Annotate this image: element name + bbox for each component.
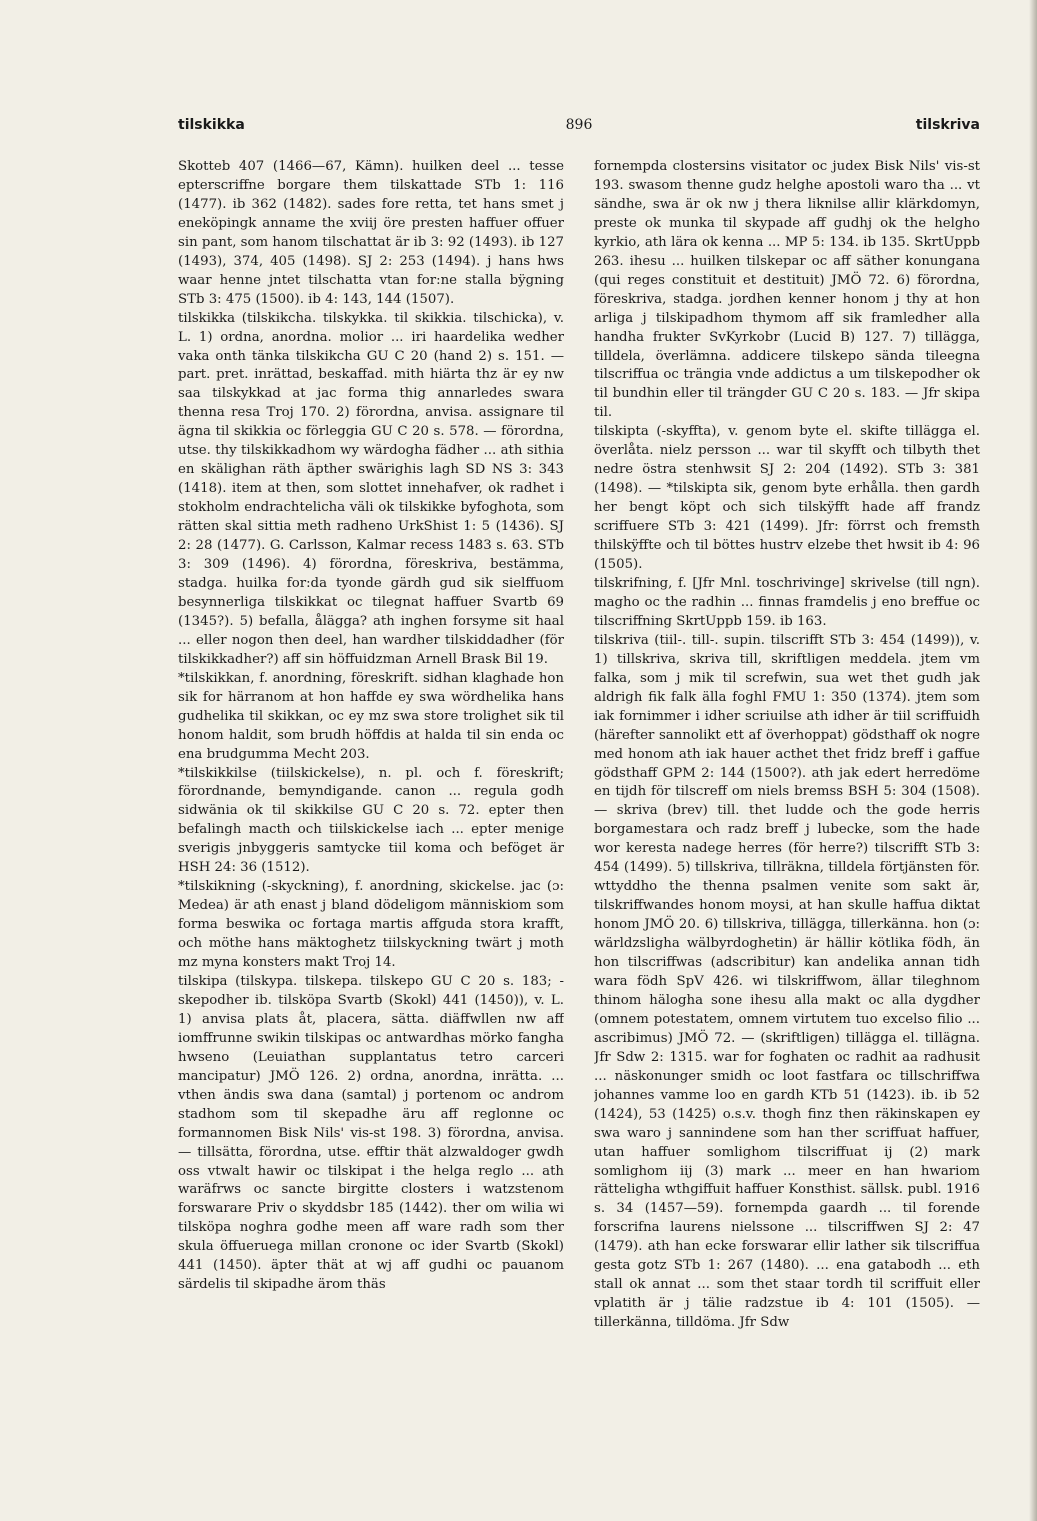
entry-paragraph: tilskipa (tilskypa. tilskepa. tilskepo GU C 20 s. 183; -skepodher ib. tilsköpa Svartb (Skokl) 441 (1450)), v. L. 1) anvisa plats åt, placera, sätta. diäffwllen nw aff iomffrunne swikin tilskipas oc antwardhas mörko fangha hwseno (Leuiathan supplantatus tetro carceri mancipatur) JMÖ 126. 2) ordna, anordna, inrätta. ... vthen ändis swa dana (samtal) j portenom oc androm stadhom som til skepadhe äru aff reglonne oc formannomen Bisk Nils' vis-st 198. 3) förordna, anvisa. — tillsätta, förordna, utse. efftir thät alzwaldoger gwdh oss vtwalt hawir oc tilskipat i the helga reglo ... ath waräfrws oc sancte birgitte closters i watzstenom forswarare Priv o skyddsbr 185 (1442). ther om wilia wi tilsköpa noghra godhe meen aff ware radh som ther skula öffueruega millan cronone oc ider Svartb (Skokl) 441 (1450). äpter thät at wj aff gudhi oc pauanom särdelis til skipadhe ärom thäs xyxy=(178,973,564,1293)
entry-paragraph: Skotteb 407 (1466—67, Kämn). huilken deel ... tesse epterscriffne borgare them tilskattade STb 1: 116 (1477). ib 362 (1482). sades fore retta, tet hans smet j eneköpingk anname the xviij öre presten haffuer offuer sin pant, som hanom tilschattat är ib 3: 92 (1493). ib 127 (1493), 374, 405 (1498). SJ 2: 253 (1494). j hans hws waar henne jntet tilschatta vtan for:ne stalla bÿgning STb 3: 475 (1500). ib 4: 143, 144 (1507). xyxy=(178,159,564,307)
right-column xyxy=(594,158,980,1358)
entry-paragraph: fornempda clostersins visitator oc judex Bisk Nils' vis-st 193. swasom thenne gudz helghe apostoli waro tha ... vt sändhe, swa är ok nw j thera liknilse allir klärkdomyn, preste ok munka til skypade aff gudhj ok the helgho kyrkio, ath lära ok kenna ... MP 5: 134. ib 135. SkrtUppb 263. ihesu ... huilken tilskepar oc aff säther konungana (qui reges constituit et destituit) JMÖ 72. 6) förordna, föreskriva, stadga. jordhen kenner honom j thy at hon arliga j tilskipadhom thymom aff sik framledher alla handha frukter SvKyrkobr (Lucid B) 127. 7) tillägga, tilldela, överlämna. addicere tilskepo sända tileegna tilscriffua oc trängia vnde addictus a um tilskepodher ok til bundhin eller til trängder GU C 20 s. 183. — Jfr skipa til. xyxy=(594,159,980,421)
entry-paragraph: tilskipta (-skyffta), v. genom byte el. skifte tillägga el. överlåta. nielz persson ... war til skyfft och tilbyth thet nedre östra stenhwsit SJ 2: 204 (1492). STb 3: 381 (1498). — *tilskipta sik, genom byte erhålla. then gardh her bengt köpt och sich tilskÿfft hade aff frandz scriffuere STb 3: 421 (1499). Jfr: förrst och fremsth thilskÿffte och til böttes hustrv elzebe thet hwsit ib 4: 96 (1505). xyxy=(594,424,980,573)
entry-paragraph: tilskrifning, f. [Jfr Mnl. toschrivinge] skrivelse (till ngn). magho oc the radhin ... finnas framdelis j eno breffue oc tilscriffning SkrtUppb 159. ib 163. xyxy=(594,575,980,629)
entry-paragraph: *tilskikkan, f. anordning, föreskrift. sidhan klaghade hon sik for härranom at hon haffde ey swa wördhelika hans gudhelika til skikkan, oc ey mz swa store trolighet sik til honom haldit, som brudh höffdis at halda til sin enda oc ena brudgumma Mecht 203. xyxy=(178,670,564,762)
entry-paragraph: *tilskikning (-skyckning), f. anordning, skickelse. jac (ɔ: Medea) är ath enast j bland dödeligom människiom som forma beswika oc fortaga martis affguda stora krafft, och möthe hans mäktoghetz tiilskyckning twärt j moth mz myna konsters makt Troj 14. xyxy=(178,879,564,971)
left-column xyxy=(178,158,564,1358)
header-guide-word-left: tilskikka xyxy=(178,117,245,133)
entry-paragraph: *tilskikkilse (tiilskickelse), n. pl. och f. föreskrift; förordnande, bemyndigande. canon ... regula godh sidwänia ok til skikkilse GU C 20 s. 72. epter then befalingh macth och tiilskickelse iach ... epter menige sverigis jnbyggeris samtycke tiil koma och beföget är HSH 24: 36 (1512). xyxy=(178,765,564,876)
header-guide-word-right: tilskriva xyxy=(915,117,980,133)
entry-paragraph: tilskriva (tiil-. till-. supin. tilscrifft STb 3: 454 (1499)), v. 1) tillskriva, skriva till, skriftligen meddela. jtem vm falka, som j mik til screfwin, sua wet thet gudh jak aldrigh fik falk älla foghl FMU 1: 350 (1374). jtem som iak fornimmer i idher scriuilse ath idher är tiil scriffuidh (härefter sannolikt ett af överhoppat) gödsthaff ok nogre med honom ath iak hauer acthet thet fridz breff i gaffue gödsthaff GPM 2: 144 (1500?). ath jak edert herredöme en tijdh för tilscreff om niels bremss BSH 5: 304 (1508). — skriva (brev) till. thet ludde och the gode herris borgamestara och radz breff j lubecke, som the hade wor keresta nadege herres (för herre?) tilscrifft STb 3: 454 (1499). 5) tillskriva, tillräkna, tilldela förtjänsten för. wttyddho the thenna psalmen venite som sakt är, tilskriffwandes honom moysi, at han skulle haffua diktat honom JMÖ 20. 6) tillskriva, tillägga, tillerkänna. hon (ɔ: wärldzsligha wälbyrdoghetin) är hällir kötlika födh, än hon tilscriffwas (adscribitur) kan andelika annan tidh wara födh SpV 426. wi tilskriffwom, ällar tileghnom thinom hälogha sone ihesu alla makt oc alla dygdher (omnem potestatem, omnem virtutem tuo excelso filio ... ascribimus) JMÖ 72. — (skriftligen) tillägga el. tillägna. Jfr Sdw 2: 1315. war for foghaten oc radhit aa radhusit ... näskonunger smidh oc loot fastfara oc tillschriffwa johannes vamme loo en gardh KTb 51 (1423). ib. ib 52 (1424), 53 (1425) o.s.v. thogh finz then räkinskapen ey swa waro j sannindene som han ther scriffuat haffuer, utan haffuer somlighom tilscriffuat ij (2) mark somlighom iij (3) mark ... meer en han hwariom rätteligha wthgiffuit haffuer Konsthist. sällsk. publ. 1916 s. 34 (1457—59). fornempda gaardh ... til forende forscrifna laurens nielssone ... tilscriffwen SJ 2: 47 (1479). ath han ecke forswarar ellir lather sik tilscriffua gesta gotz STb 1: 267 (1480). ... ena gatabodh ... eth stall ok annat ... som thet staar tordh til scriffuit eller vplatith är j tälie radzstue ib 4: 101 (1505). — tillerkänna, tilldöma. Jfr Sdw xyxy=(594,632,980,1331)
page-number: 896 xyxy=(565,117,593,133)
page-edge-shadow xyxy=(1029,0,1037,1521)
entry-paragraph: tilskikka (tilskikcha. tilskykka. til skikkia. tilschicka), v. L. 1) ordna, anordna. molior ... iri haardelika wedher vaka onth tänka tilskikcha GU C 20 (hand 2) s. 151. — part. pret. inrättad, beskaffad. mith hiärta thz är ey nw saa tilskykkad at jac forma thig annarledes swara thenna resa Troj 170. 2) förordna, anvisa. assignare til ägna til skikkia oc förleggia GU C 20 s. 578. — förordna, utse. thy tilskikkadhom wy wärdogha fädher ... ath sithia en skälighan räth äpther swärighis lagh SD NS 3: 343 (1418). item at then, som slottet innehafver, ok radhet i stokholm endrachtelicha väli ok tilskikke byfoghota, som rätten skal sittia meth radheno UrkShist 1: 5 (1436). SJ 2: 28 (1477). G. Carlsson, Kalmar recess 1483 s. 63. STb 3: 309 (1496). 4) förordna, föreskriva, bestämma, stadga. huilka for:da tyonde gärdh gud sik sielffuom besynnerliga tilskikkat oc tilegnat haffuer Svartb 69 (1345?). 5) befalla, ålägga? ath inghen forsyme sit haal ... eller nogon then deel, han wardher tilskiddadher (för tilskikkadher?) aff sin höffuidzman Arnell Brask Bil 19. xyxy=(178,310,564,667)
running-header xyxy=(178,117,980,139)
